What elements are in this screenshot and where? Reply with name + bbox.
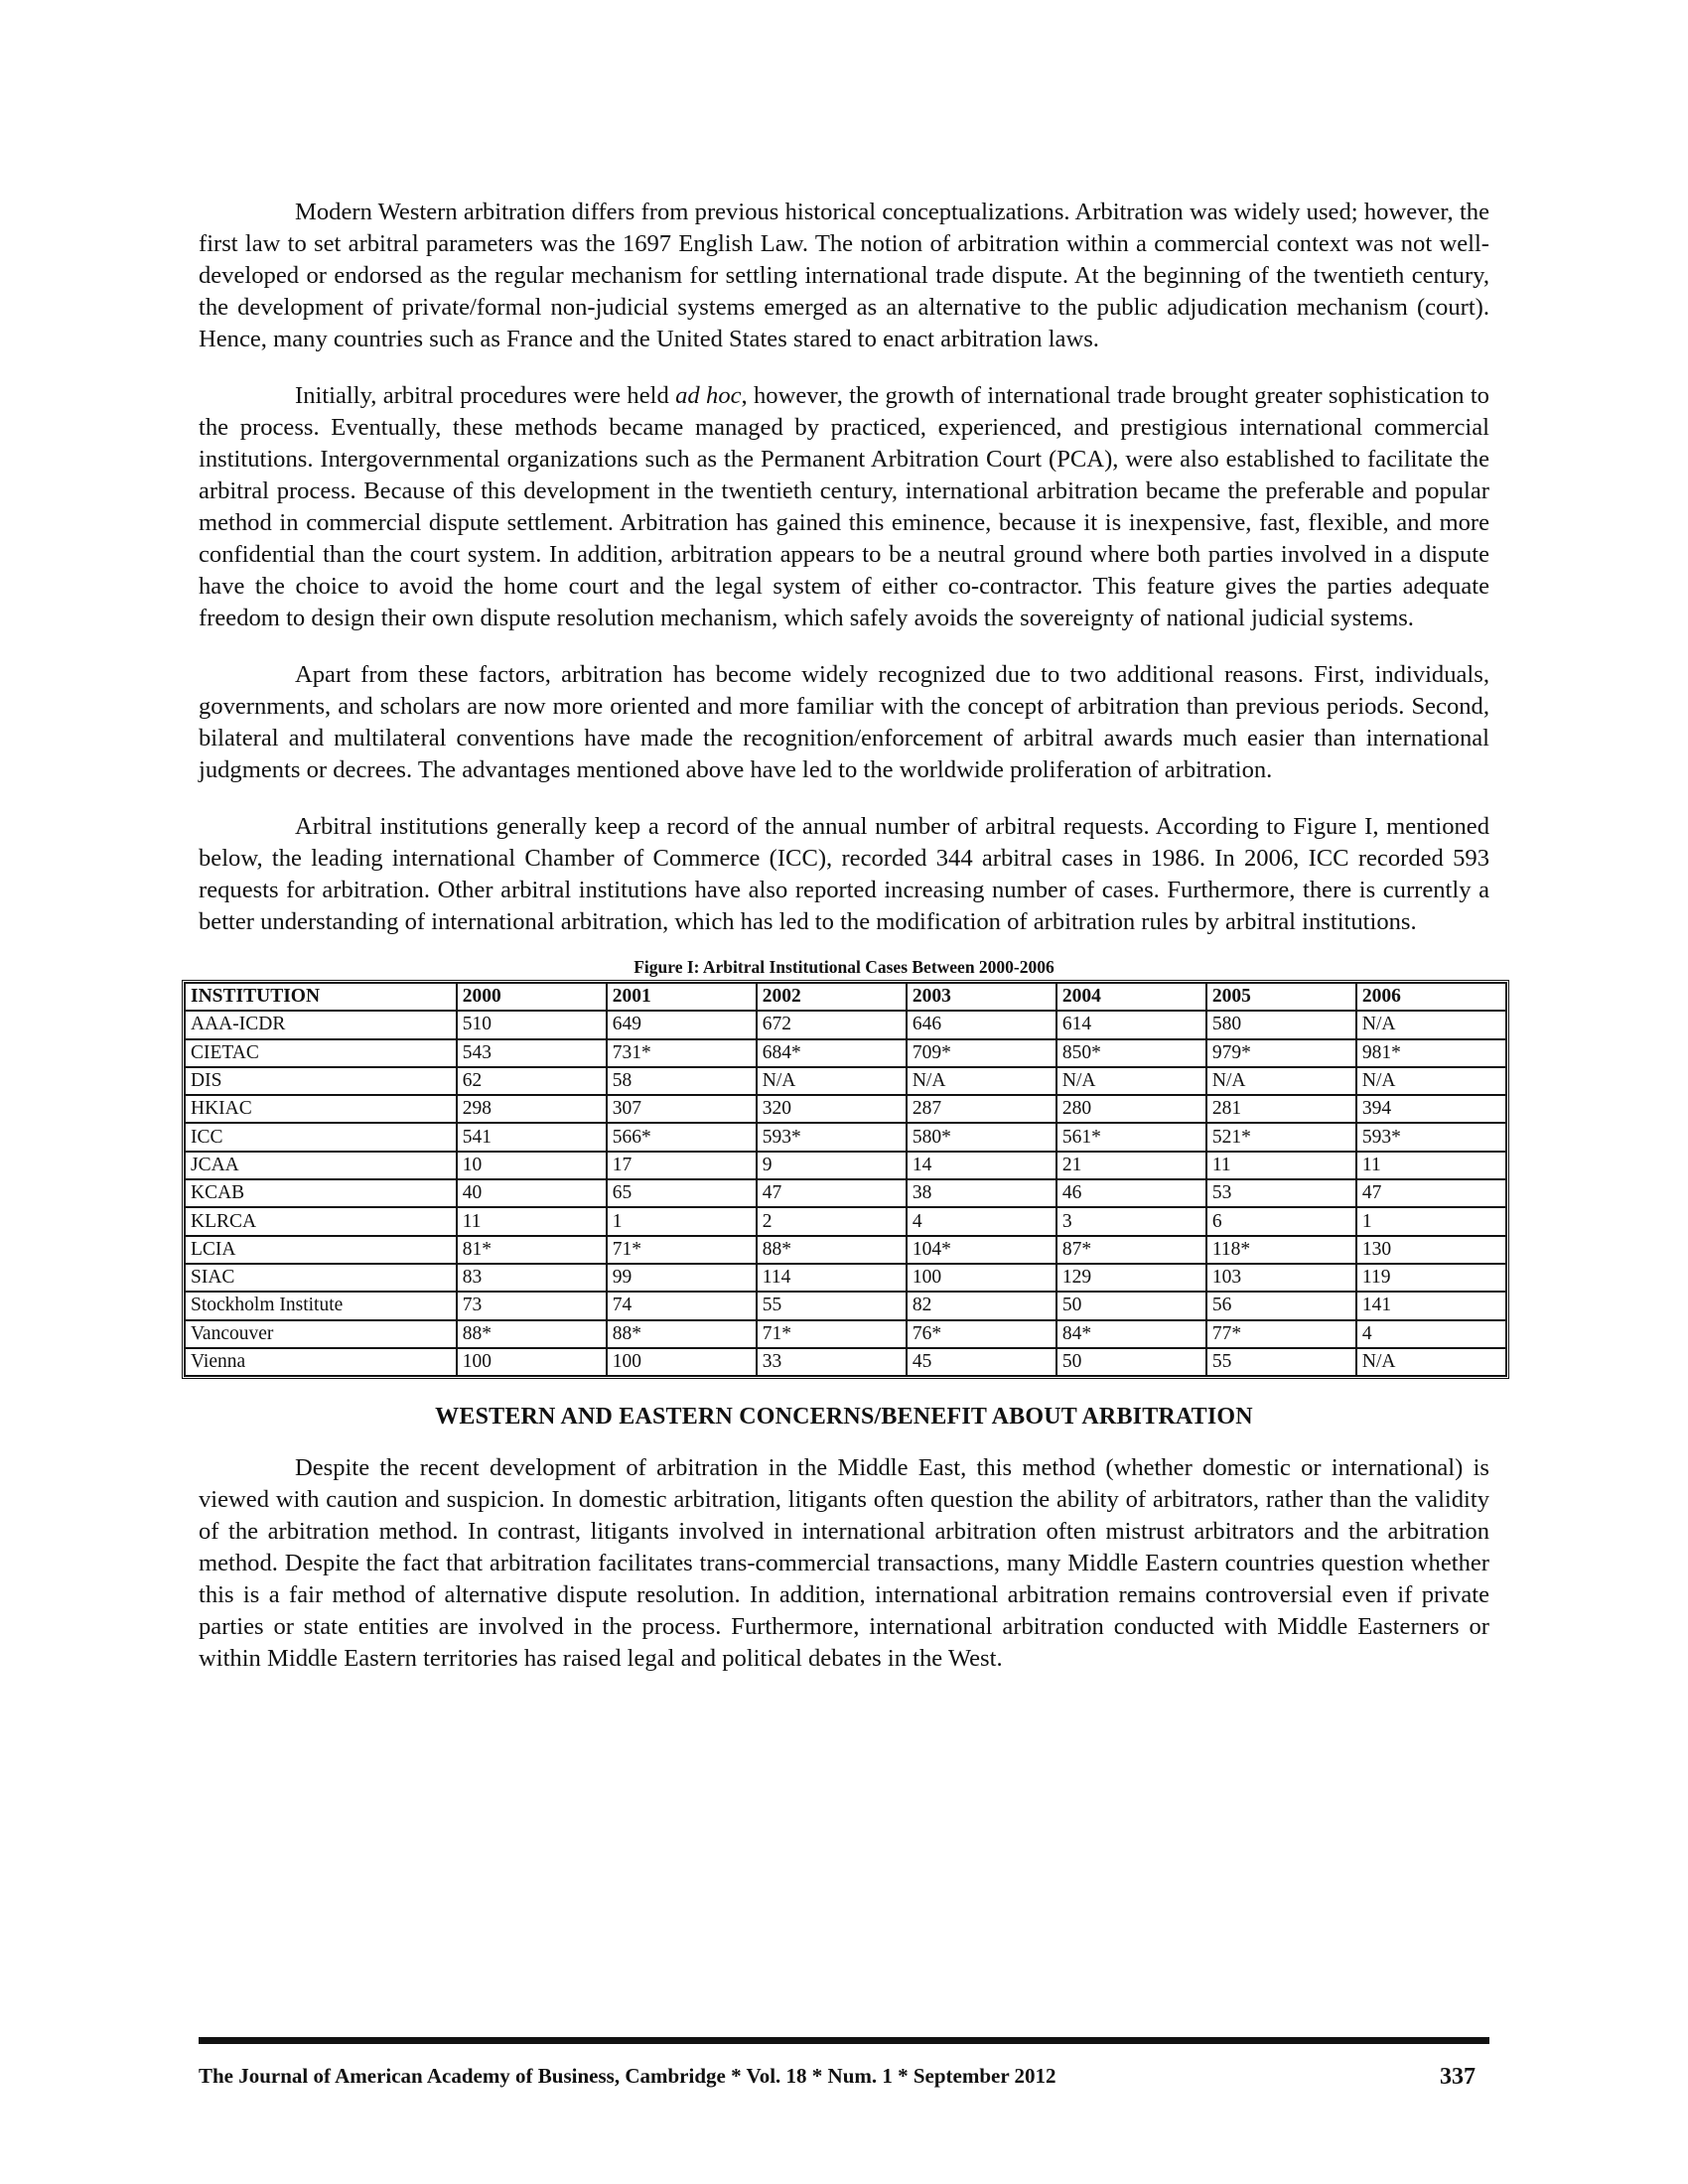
paragraph-1: Modern Western arbitration differs from previous historical conceptualizations. Arbitration was widely used; however, the first law to set arbitral parameters was the 1697 English Law. The notion of arbitration within a commercial context was not well-developed or endorsed as the regular mechanism for settling international trade dispute. At the beginning of the twentieth century, the development of private/formal non-judicial systems emerged as an alternative to the public adjudication mechanism (court). Hence, many countries such as France and the United States stared to enact arbitration laws. (199, 199, 1489, 352)
section-heading: WESTERN AND EASTERN CONCERNS/BENEFIT ABOUT ARBITRATION (435, 1404, 1253, 1431)
case-count-cell: 81* (457, 1236, 607, 1264)
page-body (191, 197, 1489, 1700)
case-count-cell: 77* (1206, 1320, 1356, 1348)
case-count-cell: 979* (1206, 1039, 1356, 1067)
column-header-year: 2000 (457, 983, 607, 1011)
case-count-cell: N/A (757, 1067, 907, 1095)
case-count-cell: 100 (457, 1348, 607, 1376)
institution-cell: Vienna (185, 1348, 457, 1376)
table-row (185, 1039, 1506, 1067)
institution-cell: JCAA (185, 1152, 457, 1179)
paragraph-2-rest: , however, the growth of international trade brought greater sophistication to the process. Eventually, these methods became managed by practiced, experienced, and prestigious international commercial institutions. Intergovernmental organizations such as the Permanent Arbitration Court (PCA), were also established to facilitate the arbitral process. Because of this development in the twentieth century, international arbitration became the preferable and popular method in commercial dispute settlement. Arbitration has gained this eminence, because it is inexpensive, fast, flexible, and more confidential than the court system. In addition, arbitration appears to be a neutral ground where both parties involved in a dispute have the choice to avoid the home court and the legal system of either co-contractor. This feature gives the parties adequate freedom to design their own dispute resolution mechanism, which safely avoids the sovereignty of national judicial systems. (199, 382, 1489, 631)
institution-cell: DIS (185, 1067, 457, 1095)
case-count-cell: 55 (1206, 1348, 1356, 1376)
case-count-cell: 100 (607, 1348, 757, 1376)
case-count-cell: N/A (1056, 1067, 1206, 1095)
case-count-cell: 3 (1056, 1207, 1206, 1235)
case-count-cell: 521* (1206, 1123, 1356, 1151)
page-footer (199, 2064, 1489, 2098)
case-count-cell: 99 (607, 1264, 757, 1292)
case-count-cell: 130 (1356, 1236, 1506, 1264)
case-count-cell: 1 (1356, 1207, 1506, 1235)
paragraph-3: Apart from these factors, arbitration has become widely recognized due to two additional reasons. First, individuals, governments, and scholars are now more oriented and more familiar with the concept of arbitration than previous periods. Second, bilateral and multilateral conventions have made the recognition/enforcement of arbitral awards much easier than international judgments or decrees. The advantages mentioned above have led to the worldwide proliferation of arbitration. (199, 661, 1489, 783)
case-count-cell: 580* (907, 1123, 1056, 1151)
column-header-year: 2005 (1206, 983, 1356, 1011)
case-count-cell: 394 (1356, 1095, 1506, 1123)
case-count-cell: 287 (907, 1095, 1056, 1123)
case-count-cell: 83 (457, 1264, 607, 1292)
ad-hoc-italic: ad hoc (675, 382, 742, 409)
column-header-year: 2001 (607, 983, 757, 1011)
institution-cell: CIETAC (185, 1039, 457, 1067)
case-count-cell: 71* (607, 1236, 757, 1264)
case-count-cell: 981* (1356, 1039, 1506, 1067)
case-count-cell: 88* (607, 1320, 757, 1348)
case-count-cell: 53 (1206, 1179, 1356, 1207)
case-count-cell: 4 (1356, 1320, 1506, 1348)
case-count-cell: 62 (457, 1067, 607, 1095)
table-row (185, 1011, 1506, 1038)
table-row (185, 1348, 1506, 1376)
table-body (185, 1011, 1506, 1376)
case-count-cell: N/A (907, 1067, 1056, 1095)
case-count-cell: 580 (1206, 1011, 1356, 1038)
case-count-cell: 593* (757, 1123, 907, 1151)
table-row (185, 1264, 1506, 1292)
case-count-cell: 45 (907, 1348, 1056, 1376)
case-count-cell: 731* (607, 1039, 757, 1067)
case-count-cell: N/A (1206, 1067, 1356, 1095)
case-count-cell: 684* (757, 1039, 907, 1067)
case-count-cell: 119 (1356, 1264, 1506, 1292)
case-count-cell: 104* (907, 1236, 1056, 1264)
case-count-cell: 709* (907, 1039, 1056, 1067)
table-header-row (185, 983, 1506, 1011)
footer-rule (199, 2037, 1489, 2044)
case-count-cell: 47 (757, 1179, 907, 1207)
case-count-cell: 38 (907, 1179, 1056, 1207)
case-count-cell: 56 (1206, 1292, 1356, 1319)
case-count-cell: 65 (607, 1179, 757, 1207)
case-count-cell: 672 (757, 1011, 907, 1038)
case-count-cell: 118* (1206, 1236, 1356, 1264)
table-row (185, 1179, 1506, 1207)
case-count-cell: 87* (1056, 1236, 1206, 1264)
case-count-cell: 47 (1356, 1179, 1506, 1207)
case-count-cell: 566* (607, 1123, 757, 1151)
case-count-cell: 33 (757, 1348, 907, 1376)
page-number: 337 (1440, 2064, 1476, 2090)
case-count-cell: 11 (457, 1207, 607, 1235)
column-header-year: 2002 (757, 983, 907, 1011)
case-count-cell: 100 (907, 1264, 1056, 1292)
case-count-cell: 298 (457, 1095, 607, 1123)
case-count-cell: 593* (1356, 1123, 1506, 1151)
table-row (185, 1152, 1506, 1179)
case-count-cell: N/A (1356, 1348, 1506, 1376)
case-count-cell: 9 (757, 1152, 907, 1179)
column-header-year: 2006 (1356, 983, 1506, 1011)
journal-citation: The Journal of American Academy of Business, Cambridge * Vol. 18 * Num. 1 * September 2012 (199, 2064, 1056, 2088)
case-count-cell: 10 (457, 1152, 607, 1179)
institution-cell: Vancouver (185, 1320, 457, 1348)
institution-cell: AAA-ICDR (185, 1011, 457, 1038)
case-count-cell: 4 (907, 1207, 1056, 1235)
case-count-cell: 11 (1356, 1152, 1506, 1179)
institution-cell: HKIAC (185, 1095, 457, 1123)
case-count-cell: 84* (1056, 1320, 1206, 1348)
paragraph-2 (199, 380, 1489, 634)
paragraph-4: Arbitral institutions generally keep a record of the annual number of arbitral requests. According to Figure I, mentioned below, the leading international Chamber of Commerce (ICC), recorded 344 arbitral cases in 1986. In 2006, ICC recorded 593 requests for arbitration. Other arbitral institutions have also reported increasing number of cases. Furthermore, there is currently a better understanding of international arbitration, which has led to the modification of arbitration rules by arbitral institutions. (199, 813, 1489, 935)
case-count-cell: 1 (607, 1207, 757, 1235)
case-count-cell: 561* (1056, 1123, 1206, 1151)
case-count-cell: 307 (607, 1095, 757, 1123)
case-count-cell: 541 (457, 1123, 607, 1151)
case-count-cell: N/A (1356, 1011, 1506, 1038)
case-count-cell: 11 (1206, 1152, 1356, 1179)
case-count-cell: 280 (1056, 1095, 1206, 1123)
case-count-cell: 320 (757, 1095, 907, 1123)
case-count-cell: 614 (1056, 1011, 1206, 1038)
case-count-cell: 50 (1056, 1292, 1206, 1319)
case-count-cell: 281 (1206, 1095, 1356, 1123)
case-count-cell: 510 (457, 1011, 607, 1038)
case-count-cell: 17 (607, 1152, 757, 1179)
table-row (185, 1067, 1506, 1095)
case-count-cell: 21 (1056, 1152, 1206, 1179)
case-count-cell: 46 (1056, 1179, 1206, 1207)
case-count-cell: 103 (1206, 1264, 1356, 1292)
case-count-cell: 2 (757, 1207, 907, 1235)
figure-caption: Figure I: Arbitral Institutional Cases Between 2000-2006 (633, 957, 1055, 977)
section-paragraph: Despite the recent development of arbitration in the Middle East, this method (whether domestic or international) is viewed with caution and suspicion. In domestic arbitration, litigants often question the ability of arbitrators, rather than the validity of the arbitration method. In contrast, litigants involved in international arbitration often mistrust arbitrators and the arbitration method. Despite the fact that arbitration facilitates trans-commercial transactions, many Middle Eastern countries question whether this is a fair method of alternative dispute resolution. In addition, international arbitration remains controversial even if private parties or state entities are involved in the process. Furthermore, international arbitration conducted with Middle Easterners or within Middle Eastern territories has raised legal and political debates in the West. (199, 1454, 1489, 1673)
case-count-cell: 850* (1056, 1039, 1206, 1067)
case-count-cell: N/A (1356, 1067, 1506, 1095)
case-count-cell: 58 (607, 1067, 757, 1095)
institution-cell: Stockholm Institute (185, 1292, 457, 1319)
table-row (185, 1123, 1506, 1151)
institution-cell: KCAB (185, 1179, 457, 1207)
case-count-cell: 14 (907, 1152, 1056, 1179)
case-count-cell: 88* (457, 1320, 607, 1348)
column-header-year: 2004 (1056, 983, 1206, 1011)
case-count-cell: 88* (757, 1236, 907, 1264)
case-count-cell: 114 (757, 1264, 907, 1292)
case-count-cell: 82 (907, 1292, 1056, 1319)
case-count-cell: 71* (757, 1320, 907, 1348)
column-header-year: 2003 (907, 983, 1056, 1011)
case-count-cell: 50 (1056, 1348, 1206, 1376)
institution-cell: KLRCA (185, 1207, 457, 1235)
column-header-institution: INSTITUTION (185, 983, 457, 1011)
table-row (185, 1292, 1506, 1319)
case-count-cell: 129 (1056, 1264, 1206, 1292)
institution-cell: LCIA (185, 1236, 457, 1264)
institution-cell: ICC (185, 1123, 457, 1151)
case-count-cell: 76* (907, 1320, 1056, 1348)
paragraph-2-start: Initially, arbitral procedures were held (295, 382, 676, 409)
case-count-cell: 141 (1356, 1292, 1506, 1319)
institution-cell: SIAC (185, 1264, 457, 1292)
case-count-cell: 6 (1206, 1207, 1356, 1235)
case-count-cell: 543 (457, 1039, 607, 1067)
case-count-cell: 55 (757, 1292, 907, 1319)
arbitral-cases-table (182, 980, 1509, 1379)
case-count-cell: 73 (457, 1292, 607, 1319)
case-count-cell: 649 (607, 1011, 757, 1038)
case-count-cell: 646 (907, 1011, 1056, 1038)
table-row (185, 1095, 1506, 1123)
case-count-cell: 74 (607, 1292, 757, 1319)
table-row (185, 1207, 1506, 1235)
case-count-cell: 40 (457, 1179, 607, 1207)
table-row (185, 1320, 1506, 1348)
table-row (185, 1236, 1506, 1264)
